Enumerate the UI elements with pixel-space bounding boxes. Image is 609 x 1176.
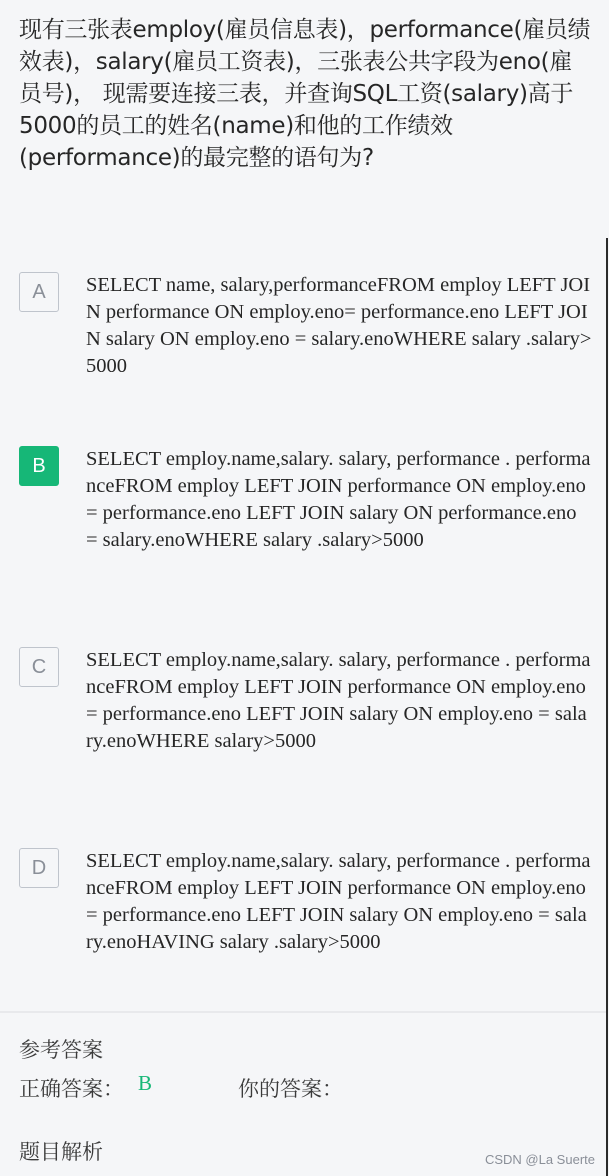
watermark: CSDN @La Suerte bbox=[484, 1152, 595, 1167]
your-answer-label: 你的答案： bbox=[238, 1077, 343, 1101]
section-divider bbox=[0, 1011, 606, 1013]
correct-answer-label: 正确答案： bbox=[19, 1077, 124, 1101]
option-a-badge[interactable]: A bbox=[19, 272, 59, 312]
option-d-text: SELECT employ.name,salary. salary, performance . performanceFROM employ LEFT JOIN performance ON employ.eno= performance.eno LEFT JOIN salary ON employ.eno = salary.enoHAVING salary .salary>5000 bbox=[86, 850, 591, 953]
scroll-divider bbox=[606, 238, 608, 1176]
option-a-text: SELECT name, salary,performanceFROM employ LEFT JOIN performance ON employ.eno= performance.eno LEFT JOIN salary ON employ.eno = salary.enoWHERE salary .salary>5000 bbox=[86, 274, 592, 377]
reference-answer-heading: 参考答案 bbox=[19, 1038, 103, 1062]
option-c-text: SELECT employ.name,salary. salary, performance . performanceFROM employ LEFT JOIN performance ON employ.eno= performance.eno LEFT JOIN salary ON employ.eno = salary.enoWHERE salary>5000 bbox=[86, 649, 591, 752]
option-c-badge[interactable]: C bbox=[19, 647, 59, 687]
question-text: 现有三张表employ(雇员信息表)，performance(雇员绩效表)，salary(雇员工资表)，三张表公共字段为eno(雇员号)， 现需要连接三表，并查询SQL工资(salary)高于5000的员工的姓名(name)和他的工作绩效(performance)的最完整的语句为? bbox=[19, 17, 591, 171]
option-b-badge[interactable]: B bbox=[19, 446, 59, 486]
correct-answer-value: B bbox=[138, 1071, 153, 1095]
option-b-text: SELECT employ.name,salary. salary, performance . performanceFROM employ LEFT JOIN performance ON employ.eno= performance.eno LEFT JOIN salary ON performance.eno = salary.enoWHERE salary .salary>5000 bbox=[86, 448, 591, 551]
option-d-badge[interactable]: D bbox=[19, 848, 59, 888]
analysis-heading: 题目解析 bbox=[19, 1140, 103, 1164]
